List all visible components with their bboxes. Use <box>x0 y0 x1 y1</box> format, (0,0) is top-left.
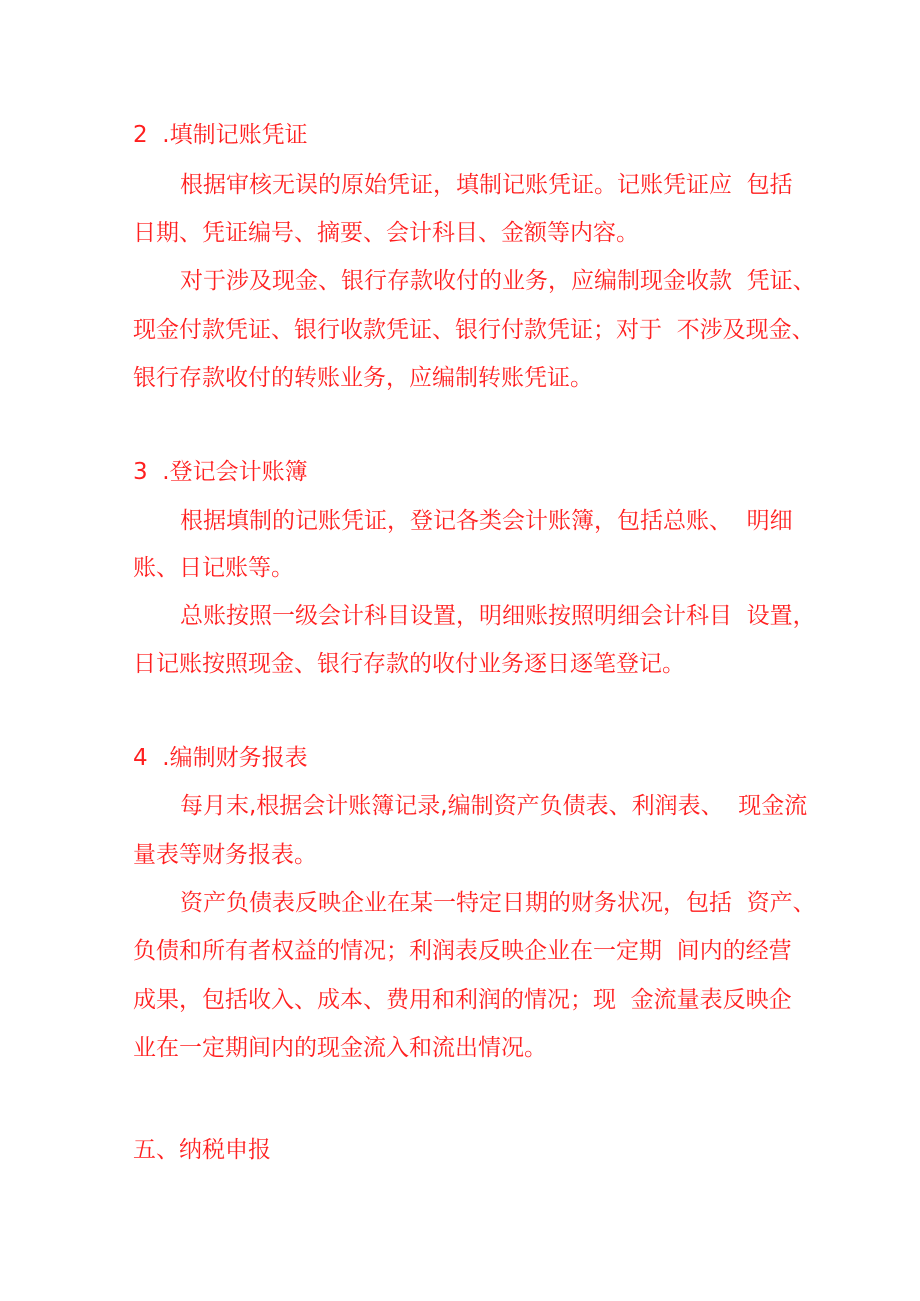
paragraph-line: 银行存款收付的转账业务，应编制转账凭证。 <box>133 365 593 391</box>
paragraph-line: 资产负债表反映企业在某一特定日期的财务状况，包括 资产、 <box>180 890 816 916</box>
paragraph-line: 根据审核无误的原始凭证，填制记账凭证。记账凭证应 包括 <box>180 172 793 198</box>
section-heading-tax-filing: 五、纳税申报 <box>133 1137 271 1163</box>
paragraph-line: 成果，包括收入、成本、费用和利润的情况；现 金流量表反映企 <box>133 987 792 1013</box>
paragraph-line: 业在一定期间内的现金流入和流出情况。 <box>133 1035 547 1061</box>
paragraph-line: 负债和所有者权益的情况；利润表反映企业在一定期 间内的经营 <box>133 938 792 964</box>
paragraph-line: 日期、凭证编号、摘要、会计科目、金额等内容。 <box>133 220 639 246</box>
paragraph-line: 日记账按照现金、银行存款的收付业务逐日逐笔登记。 <box>133 651 685 677</box>
section-heading-register-books: 3 .登记会计账簿 <box>133 459 308 485</box>
paragraph-line: 量表等财务报表。 <box>133 842 317 868</box>
paragraph-line: 账、日记账等。 <box>133 555 294 581</box>
section-heading-financial-statements: 4 .编制财务报表 <box>133 745 308 771</box>
section-heading-fill-voucher: 2 .填制记账凭证 <box>133 122 308 148</box>
paragraph-line: 现金付款凭证、银行收款凭证、银行付款凭证；对于 不涉及现金、 <box>133 317 815 343</box>
paragraph-line: 总账按照一级会计科目设置，明细账按照明细会计科目 设置， <box>180 603 816 629</box>
paragraph-line: 对于涉及现金、银行存款收付的业务，应编制现金收款 凭证、 <box>180 268 816 294</box>
paragraph-line: 每月末,根据会计账簿记录,编制资产负债表、利润表、 现金流 <box>180 793 808 819</box>
paragraph-line: 根据填制的记账凭证，登记各类会计账簿，包括总账、 明细 <box>180 508 793 534</box>
